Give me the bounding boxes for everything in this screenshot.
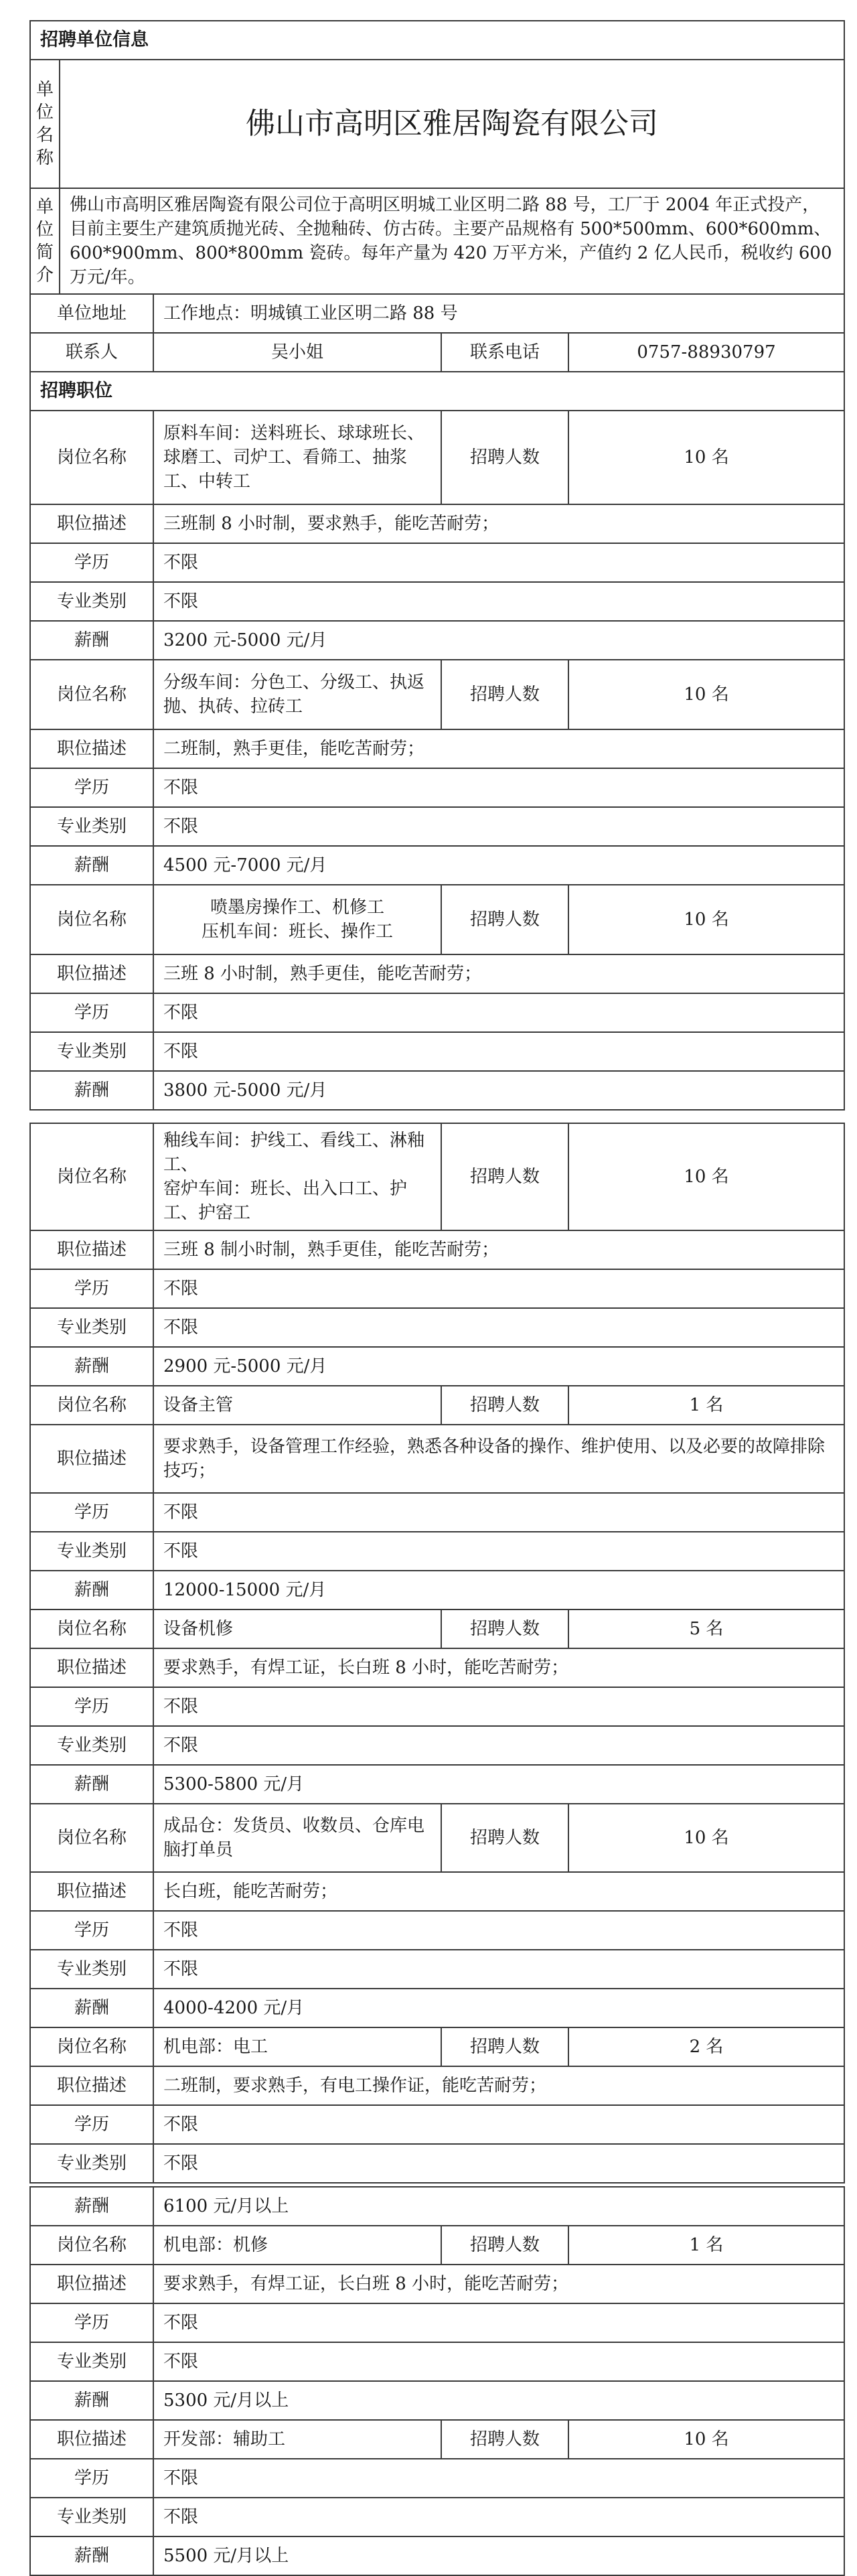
job-title: 机电部：机修 bbox=[153, 2226, 441, 2265]
job-salary: 4000-4200 元/月 bbox=[153, 1989, 844, 2027]
major-label: 专业类别 bbox=[30, 807, 153, 846]
headcount-label: 招聘人数 bbox=[441, 2027, 568, 2066]
position-label: 岗位名称 bbox=[30, 1123, 153, 1230]
contact-phone: 0757-88930797 bbox=[568, 333, 844, 372]
job-major: 不限 bbox=[153, 582, 844, 621]
education-label: 学历 bbox=[30, 2459, 153, 2498]
job-description: 长白班，能吃苦耐劳； bbox=[153, 1872, 844, 1911]
major-label: 专业类别 bbox=[30, 2144, 153, 2183]
position-label: 岗位名称 bbox=[30, 1386, 153, 1425]
job-description: 二班制，要求熟手，有电工操作证，能吃苦耐劳； bbox=[153, 2066, 844, 2105]
description-label: 职位描述 bbox=[30, 954, 153, 993]
major-label: 专业类别 bbox=[30, 1950, 153, 1989]
job-headcount: 10 名 bbox=[568, 660, 844, 729]
job-major: 不限 bbox=[153, 2342, 844, 2381]
contact-label: 联系人 bbox=[30, 333, 153, 372]
major-label: 专业类别 bbox=[30, 2342, 153, 2381]
headcount-label: 招聘人数 bbox=[441, 2226, 568, 2265]
recruitment-table-part-1 bbox=[29, 20, 845, 1111]
education-label: 学历 bbox=[30, 1269, 153, 1308]
description-label: 职位描述 bbox=[30, 1648, 153, 1687]
job-major: 不限 bbox=[153, 2498, 844, 2536]
job-education: 不限 bbox=[153, 1911, 844, 1950]
position-label: 岗位名称 bbox=[30, 885, 153, 954]
salary-label: 薪酬 bbox=[30, 2536, 153, 2575]
job-title: 成品仓：发货员、收数员、仓库电脑打单员 bbox=[153, 1804, 441, 1872]
major-label: 专业类别 bbox=[30, 1726, 153, 1765]
job-headcount: 10 名 bbox=[568, 885, 844, 954]
job-salary: 12000-15000 元/月 bbox=[153, 1571, 844, 1609]
education-label: 学历 bbox=[30, 993, 153, 1032]
description-label: 职位描述 bbox=[30, 2066, 153, 2105]
company-intro: 佛山市高明区雅居陶瓷有限公司位于高明区明城工业区明二路 88 号，工厂于 2004 年正式投产，目前主要生产建筑质抛光砖、全抛釉砖、仿古砖。主要产品规格有 500*500mm、600*600mm、600*900mm、800*800mm 瓷砖。每年产量为 420 万平方米，产值约 2 亿人民币，税收约 600 万元/年。 bbox=[60, 188, 844, 294]
job-education: 不限 bbox=[153, 1269, 844, 1308]
job-headcount: 1 名 bbox=[568, 2226, 844, 2265]
description-label: 职位描述 bbox=[30, 1230, 153, 1269]
description-label: 职位描述 bbox=[30, 2420, 153, 2459]
salary-label: 薪酬 bbox=[30, 2187, 153, 2226]
section-jobs-heading: 招聘职位 bbox=[30, 372, 844, 411]
job-salary: 3200 元-5000 元/月 bbox=[153, 621, 844, 660]
job-title: 喷墨房操作工、机修工 压机车间：班长、操作工 bbox=[153, 885, 441, 954]
job-education: 不限 bbox=[153, 993, 844, 1032]
job-salary: 2900 元-5000 元/月 bbox=[153, 1347, 844, 1386]
salary-label: 薪酬 bbox=[30, 1989, 153, 2027]
job-salary: 3800 元-5000 元/月 bbox=[153, 1071, 844, 1110]
headcount-label: 招聘人数 bbox=[441, 885, 568, 954]
company-intro-label: 单 位 简 介 bbox=[30, 188, 60, 294]
position-label: 岗位名称 bbox=[30, 660, 153, 729]
job-headcount: 10 名 bbox=[568, 1123, 844, 1230]
unit-name-label: 单 位 名 称 bbox=[30, 60, 60, 188]
job-education: 不限 bbox=[153, 2105, 844, 2144]
salary-label: 薪酬 bbox=[30, 846, 153, 885]
job-headcount: 2 名 bbox=[568, 2027, 844, 2066]
job-headcount: 10 名 bbox=[568, 2420, 844, 2459]
headcount-label: 招聘人数 bbox=[441, 1386, 568, 1425]
contact-person: 吴小姐 bbox=[153, 333, 441, 372]
description-label: 职位描述 bbox=[30, 504, 153, 543]
job-title: 分级车间：分色工、分级工、执返抛、执砖、拉砖工 bbox=[153, 660, 441, 729]
position-label: 岗位名称 bbox=[30, 2027, 153, 2066]
company-address: 工作地点：明城镇工业区明二路 88 号 bbox=[153, 294, 844, 333]
job-title: 开发部：辅助工 bbox=[153, 2420, 441, 2459]
salary-label: 薪酬 bbox=[30, 1347, 153, 1386]
job-description: 要求熟手，设备管理工作经验，熟悉各种设备的操作、维护使用、以及必要的故障排除技巧； bbox=[153, 1425, 844, 1493]
job-education: 不限 bbox=[153, 2303, 844, 2342]
position-label: 岗位名称 bbox=[30, 1609, 153, 1648]
education-label: 学历 bbox=[30, 2105, 153, 2144]
headcount-label: 招聘人数 bbox=[441, 660, 568, 729]
job-title: 机电部：电工 bbox=[153, 2027, 441, 2066]
recruitment-table-part-2 bbox=[29, 1123, 845, 2184]
headcount-label: 招聘人数 bbox=[441, 1123, 568, 1230]
job-salary: 4500 元-7000 元/月 bbox=[153, 846, 844, 885]
headcount-label: 招聘人数 bbox=[441, 1804, 568, 1872]
salary-label: 薪酬 bbox=[30, 1571, 153, 1609]
job-description: 要求熟手，有焊工证，长白班 8 小时，能吃苦耐劳； bbox=[153, 2265, 844, 2303]
headcount-label: 招聘人数 bbox=[441, 1609, 568, 1648]
job-education: 不限 bbox=[153, 768, 844, 807]
job-description: 二班制，熟手更佳，能吃苦耐劳； bbox=[153, 729, 844, 768]
job-headcount: 10 名 bbox=[568, 1804, 844, 1872]
job-description: 三班 8 小时制，熟手更佳，能吃苦耐劳； bbox=[153, 954, 844, 993]
salary-label: 薪酬 bbox=[30, 1765, 153, 1804]
description-label: 职位描述 bbox=[30, 2265, 153, 2303]
phone-label: 联系电话 bbox=[441, 333, 568, 372]
job-salary: 6100 元/月以上 bbox=[153, 2187, 844, 2226]
job-title: 设备机修 bbox=[153, 1609, 441, 1648]
job-description: 要求熟手，有焊工证，长白班 8 小时，能吃苦耐劳； bbox=[153, 1648, 844, 1687]
education-label: 学历 bbox=[30, 1911, 153, 1950]
job-headcount: 1 名 bbox=[568, 1386, 844, 1425]
education-label: 学历 bbox=[30, 543, 153, 582]
headcount-label: 招聘人数 bbox=[441, 411, 568, 504]
salary-label: 薪酬 bbox=[30, 1071, 153, 1110]
job-education: 不限 bbox=[153, 1493, 844, 1532]
section-unit-info-heading: 招聘单位信息 bbox=[30, 21, 844, 60]
major-label: 专业类别 bbox=[30, 2498, 153, 2536]
job-description: 三班 8 制小时制，熟手更佳，能吃苦耐劳； bbox=[153, 1230, 844, 1269]
salary-label: 薪酬 bbox=[30, 621, 153, 660]
education-label: 学历 bbox=[30, 1493, 153, 1532]
position-label: 岗位名称 bbox=[30, 411, 153, 504]
education-label: 学历 bbox=[30, 2303, 153, 2342]
job-title: 原料车间：送料班长、球球班长、球磨工、司炉工、看筛工、抽浆工、中转工 bbox=[153, 411, 441, 504]
job-major: 不限 bbox=[153, 1308, 844, 1347]
job-title: 釉线车间：护线工、看线工、淋釉工、 窑炉车间：班长、出入口工、护工、护窑工 bbox=[153, 1123, 441, 1230]
job-salary: 5300-5800 元/月 bbox=[153, 1765, 844, 1804]
job-major: 不限 bbox=[153, 1032, 844, 1071]
company-name: 佛山市高明区雅居陶瓷有限公司 bbox=[60, 60, 844, 188]
education-label: 学历 bbox=[30, 768, 153, 807]
job-education: 不限 bbox=[153, 1687, 844, 1726]
education-label: 学历 bbox=[30, 1687, 153, 1726]
position-label: 岗位名称 bbox=[30, 1804, 153, 1872]
position-label: 岗位名称 bbox=[30, 2226, 153, 2265]
job-headcount: 5 名 bbox=[568, 1609, 844, 1648]
salary-label: 薪酬 bbox=[30, 2381, 153, 2420]
job-major: 不限 bbox=[153, 1532, 844, 1571]
job-salary: 5300 元/月以上 bbox=[153, 2381, 844, 2420]
job-description: 三班制 8 小时制，要求熟手，能吃苦耐劳； bbox=[153, 504, 844, 543]
major-label: 专业类别 bbox=[30, 1032, 153, 1071]
address-label: 单位地址 bbox=[30, 294, 153, 333]
headcount-label: 招聘人数 bbox=[441, 2420, 568, 2459]
description-label: 职位描述 bbox=[30, 1872, 153, 1911]
description-label: 职位描述 bbox=[30, 729, 153, 768]
job-major: 不限 bbox=[153, 1726, 844, 1765]
job-salary: 5500 元/月以上 bbox=[153, 2536, 844, 2575]
major-label: 专业类别 bbox=[30, 1308, 153, 1347]
job-major: 不限 bbox=[153, 807, 844, 846]
major-label: 专业类别 bbox=[30, 1532, 153, 1571]
description-label: 职位描述 bbox=[30, 1425, 153, 1493]
major-label: 专业类别 bbox=[30, 582, 153, 621]
recruitment-table-part-3 bbox=[29, 2186, 845, 2576]
job-title: 设备主管 bbox=[153, 1386, 441, 1425]
job-major: 不限 bbox=[153, 1950, 844, 1989]
job-education: 不限 bbox=[153, 543, 844, 582]
job-education: 不限 bbox=[153, 2459, 844, 2498]
job-major: 不限 bbox=[153, 2144, 844, 2183]
job-headcount: 10 名 bbox=[568, 411, 844, 504]
